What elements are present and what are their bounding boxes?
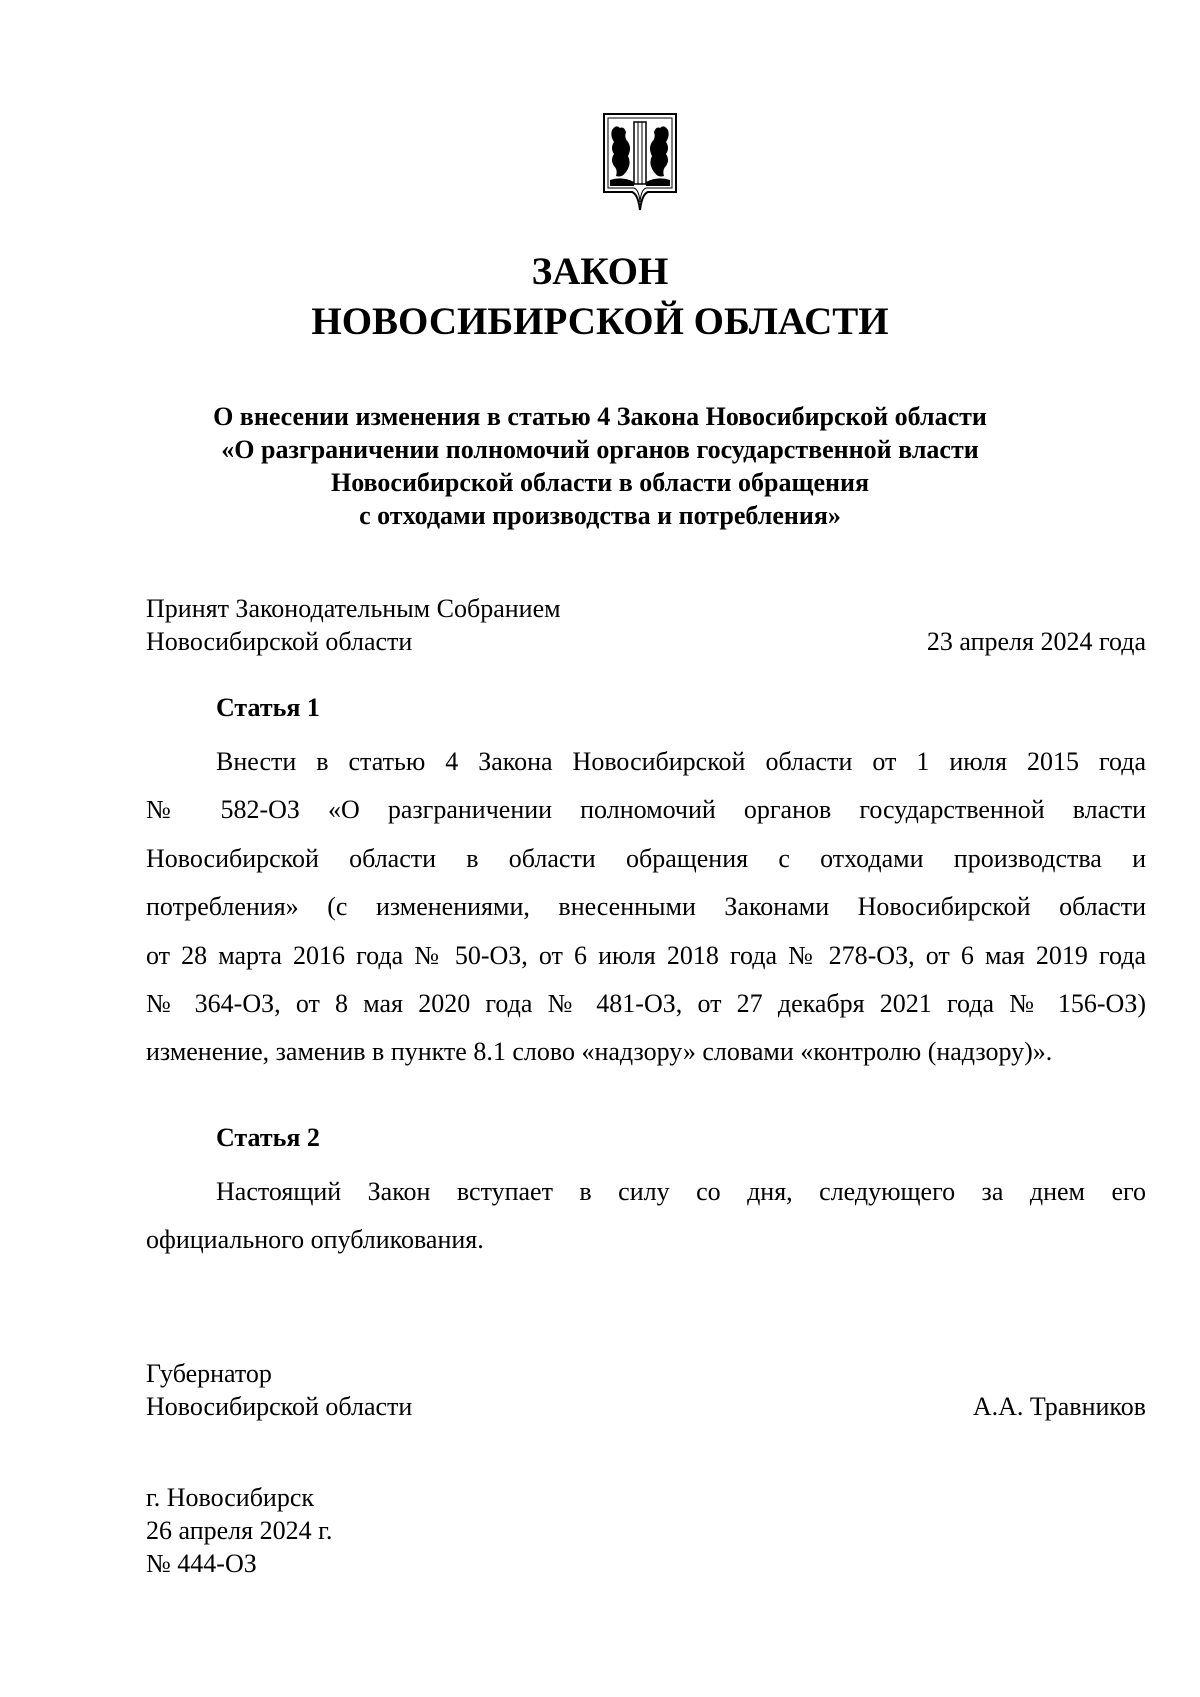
article-1-body: [146, 738, 1146, 1077]
signatory-title-line-2: Новосибирской области: [146, 1392, 413, 1421]
article-1-line: потребления» (с изменениями, внесенными Законами Новосибирской области: [146, 892, 1146, 922]
article-1-line: Новосибирской области в области обращения с отходами производства и: [146, 843, 1146, 873]
adoption-block: [146, 592, 1146, 658]
law-title: [0, 247, 1200, 347]
coat-of-arms-icon: [602, 112, 678, 212]
law-title-line-1: ЗАКОН: [531, 250, 669, 293]
signing-date: 26 апреля 2024 г.: [146, 1516, 333, 1545]
law-title-line-2: НОВОСИБИРСКОЙ ОБЛАСТИ: [311, 300, 889, 343]
article-2-line: Настоящий Закон вступает в силу со дня, следующего за днем его: [216, 1177, 1146, 1206]
article-1-heading: Статья 1: [216, 693, 320, 722]
signatory-title-line-1: Губернатор: [146, 1359, 272, 1388]
adopted-line-2: Новосибирской области: [146, 627, 413, 656]
place-date-number-block: [146, 1481, 332, 1580]
article-1-line: от 28 марта 2016 года № 50-ОЗ, от 6 июля 2018 года № 278-ОЗ, от 6 мая 2019 года: [146, 940, 1146, 970]
article-1-line: № 364-ОЗ, от 8 мая 2020 года № 481-ОЗ, от 27 декабря 2021 года № 156-ОЗ): [146, 988, 1146, 1018]
article-1-line: изменение, заменив в пункте 8.1 слово «надзору» словами «контролю (надзору)».: [146, 1037, 1053, 1067]
subject-line-4: с отходами производства и потребления»: [359, 501, 841, 530]
subject-line-3: Новосибирской области в области обращения: [330, 468, 870, 497]
place-city: г. Новосибирск: [146, 1483, 315, 1512]
signatory-name: А.А. Травников: [972, 1392, 1146, 1421]
article-2-heading: Статья 2: [216, 1123, 320, 1152]
adoption-date: 23 апреля 2024 года: [926, 627, 1146, 656]
law-subject: [0, 400, 1200, 532]
article-1-line: № 582-ОЗ «О разграничении полномочий органов государственной власти: [146, 795, 1146, 825]
signature-block: [146, 1357, 1146, 1423]
article-2-body: [146, 1168, 1146, 1265]
article-2-line: официального опубликования.: [146, 1225, 484, 1255]
law-number: № 444-ОЗ: [146, 1549, 257, 1578]
subject-line-1: О внесении изменения в статью 4 Закона Новосибирской области: [213, 402, 987, 431]
article-1-line: Внести в статью 4 Закона Новосибирской области от 1 июля 2015 года: [216, 747, 1146, 776]
adopted-line-1: Принят Законодательным Собранием: [146, 594, 561, 623]
subject-line-2: «О разграничении полномочий органов государственной власти: [221, 435, 979, 464]
